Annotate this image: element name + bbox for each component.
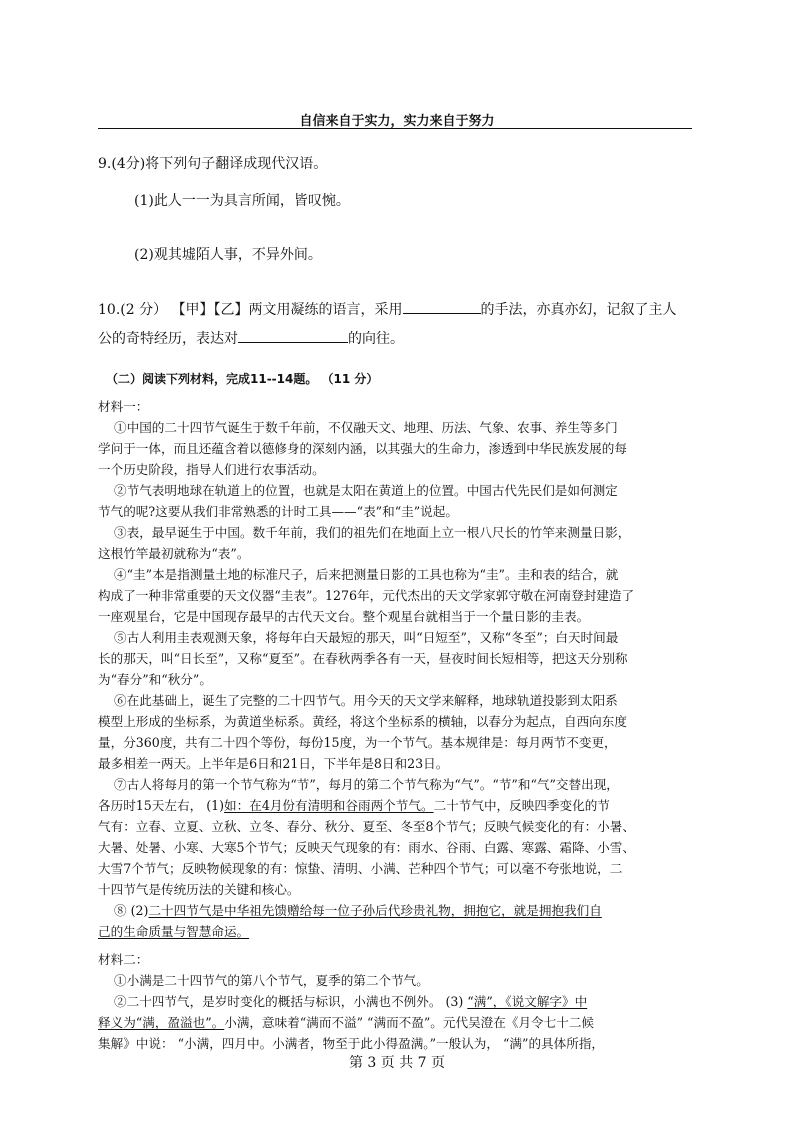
material-1-line: 构成了一种非常重要的天文仪器“圭表”。1276年，元代杰出的天文学家郭守敬在河南登封建造了	[98, 588, 635, 603]
material-1-line: ③表，最早诞生于中国。数千年前，我们的祖先们在地面上立一根八尺长的竹竿来测量日影，	[114, 525, 631, 540]
material-1-line: 十四节气是传统历法的关键和核心。	[98, 882, 300, 897]
material-1-line: 为“春分”和“秋分”。	[98, 672, 212, 687]
material-1-line: 量，分360度，共有二十四个等份，每份15度，为一个节气。基本规律是：每月两节不变更，	[98, 735, 617, 750]
material-1-line: ①中国的二十四节气诞生于数千年前，不仅融天文、地理、历法、气象、农事、养生等多门	[114, 420, 618, 435]
material-1-line: ⑥在此基础上，诞生了完整的二十四节气。用今天的天文学来解释，地球轨道投影到太阳系	[114, 693, 618, 708]
material-2-line: ①小满是二十四节气的第八个节气，夏季的第二个节气。	[114, 973, 429, 988]
material-1-line: ④“圭”本是指测量土地的标准尺子，后来把测量日影的工具也称为“圭”。圭和表的结合，就	[114, 567, 619, 582]
material-1-line: 最多相差一两天。上半年是6日和21日，下半年是8日和23日。	[98, 756, 449, 771]
underlined-sentence-3-end: 释义为“满，盈溢也”。	[98, 1015, 225, 1030]
material-1-line: ②节气表明地球在轨道上的位置，也就是太阳在黄道上的位置。中国古代先民们是如何测定	[114, 483, 618, 498]
material-1-line: 气有：立春、立夏、立秋、立冬、春分、秋分、夏至、冬至8个节气；反映气候变化的有：小暑、	[98, 819, 635, 834]
underlined-sentence-2: 二十四节气是中华祖先馈赠给每一位子孙后代珍贵礼物，拥抱它，就是拥抱我们自	[148, 903, 602, 918]
underlined-sentence-3: “满”，《说文解字》中	[467, 994, 588, 1009]
material-1-line: ⑦古人将每月的第一个节气称为“节”，每月的第二个节气称为“气”。“节”和“气”交替出现，	[114, 777, 619, 792]
page-number: 第 3 页 共 7 页	[348, 1055, 446, 1071]
question-10-text-1: 10.(2 分） 【甲】【乙】两文用凝练的语言，采用	[98, 302, 403, 318]
question-10-text-4: 的向往。	[348, 331, 404, 347]
material-1-line-text: 各历时15天左右，	[98, 798, 203, 813]
material-1-line-mixed	[98, 795, 610, 814]
question-10-text-3: 公的奇特经历，表达对	[98, 331, 238, 347]
material-1-line-mixed	[114, 900, 602, 919]
question-9-item-1: (1)此人一一为具言所闻，皆叹惋。	[134, 193, 350, 209]
material-1-line: 这根竹竿最初就称为“表”。	[98, 546, 250, 561]
answer-blank-2[interactable]	[238, 330, 348, 343]
material-1-line-text: 二十节气中，反映四季变化的节	[433, 798, 610, 813]
header-divider	[98, 128, 692, 129]
material-1-line: ⑤古人利用圭表观测天象，将每年白天最短的那天，叫“日短至”，又称“冬至”；白天时间最	[114, 630, 619, 645]
material-2-label: 材料二：	[98, 952, 149, 967]
material-1-line: 大暑、处暑、小寒、大寒5个节气；反映天气现象的有：雨水、谷雨、白露、寒露、霜降、小雪、	[98, 840, 635, 855]
material-1-line: 模型上形成的坐标系，为黄道坐标系。黄经，将这个坐标系的横轴，以春分为起点，自西向东度	[98, 714, 627, 729]
material-2-line-text: 小满，意味着“满而不溢” “满而不盈”。元代吴澄在《月令七十二候	[224, 1015, 595, 1030]
section-2-title: （二）阅读下列材料，完成11--14题。 （11 分）	[106, 372, 379, 386]
material-1-label: 材料一：	[98, 399, 149, 414]
material-2-line-mixed	[114, 991, 587, 1010]
material-1-line: 学问于一体，而且还蕴含着以德修身的深刻内涵，以其强大的生命力，渗透到中华民族发展的每	[98, 441, 627, 456]
footnote-marker-2: ⑧ (2)	[114, 903, 149, 918]
question-9-item-2: (2)观其墟陌人事，不异外间。	[134, 247, 322, 263]
material-1-line: 大雪7个节气；反映物候现象的有：惊蛰、清明、小满、芒种四个节气；可以毫不夸张地说，二	[98, 861, 623, 876]
header-motto: 自信来自于实力，实力来自于努力	[299, 114, 495, 129]
underlined-sentence-2-end: 己的生命质量与智慧命运。	[98, 924, 250, 939]
question-9-stem: 9.(4分)将下列句子翻译成现代汉语。	[98, 156, 328, 172]
material-1-line: 一个历史阶段，指导人们进行农事活动。	[98, 462, 325, 477]
material-1-line: 长的那天，叫“日长至”，又称“夏至”。在春秋两季各有一天，昼夜时间长短相等，把这天分别称	[98, 651, 628, 666]
material-2-line: 集解》中说： “小满，四月中。小满者，物至于此小得盈满。”一般认为， “满”的具体所指，	[98, 1036, 605, 1051]
material-2-line-mixed	[98, 1012, 594, 1031]
answer-blank-1[interactable]	[403, 301, 481, 314]
question-10-line-2	[98, 328, 404, 348]
material-1-line: 一座观星台，它是中国现存最早的古代天文台。整个观星台就相当于一个量日影的圭表。	[98, 609, 590, 624]
material-1-line: 节气的呢?这要从我们非常熟悉的计时工具——“表”和“圭”说起。	[98, 504, 458, 519]
underlined-sentence-1: 如：在4月份有清明和谷雨两个节气。	[224, 798, 434, 813]
footnote-marker-1: (1)	[206, 798, 225, 813]
question-10-text-2: 的手法，亦真亦幻，记叙了主人	[480, 302, 677, 318]
question-10-line-1	[98, 299, 677, 319]
material-2-line-text: ②二十四节气，是岁时变化的概括与标识，小满也不例外。 (3)	[114, 994, 464, 1009]
